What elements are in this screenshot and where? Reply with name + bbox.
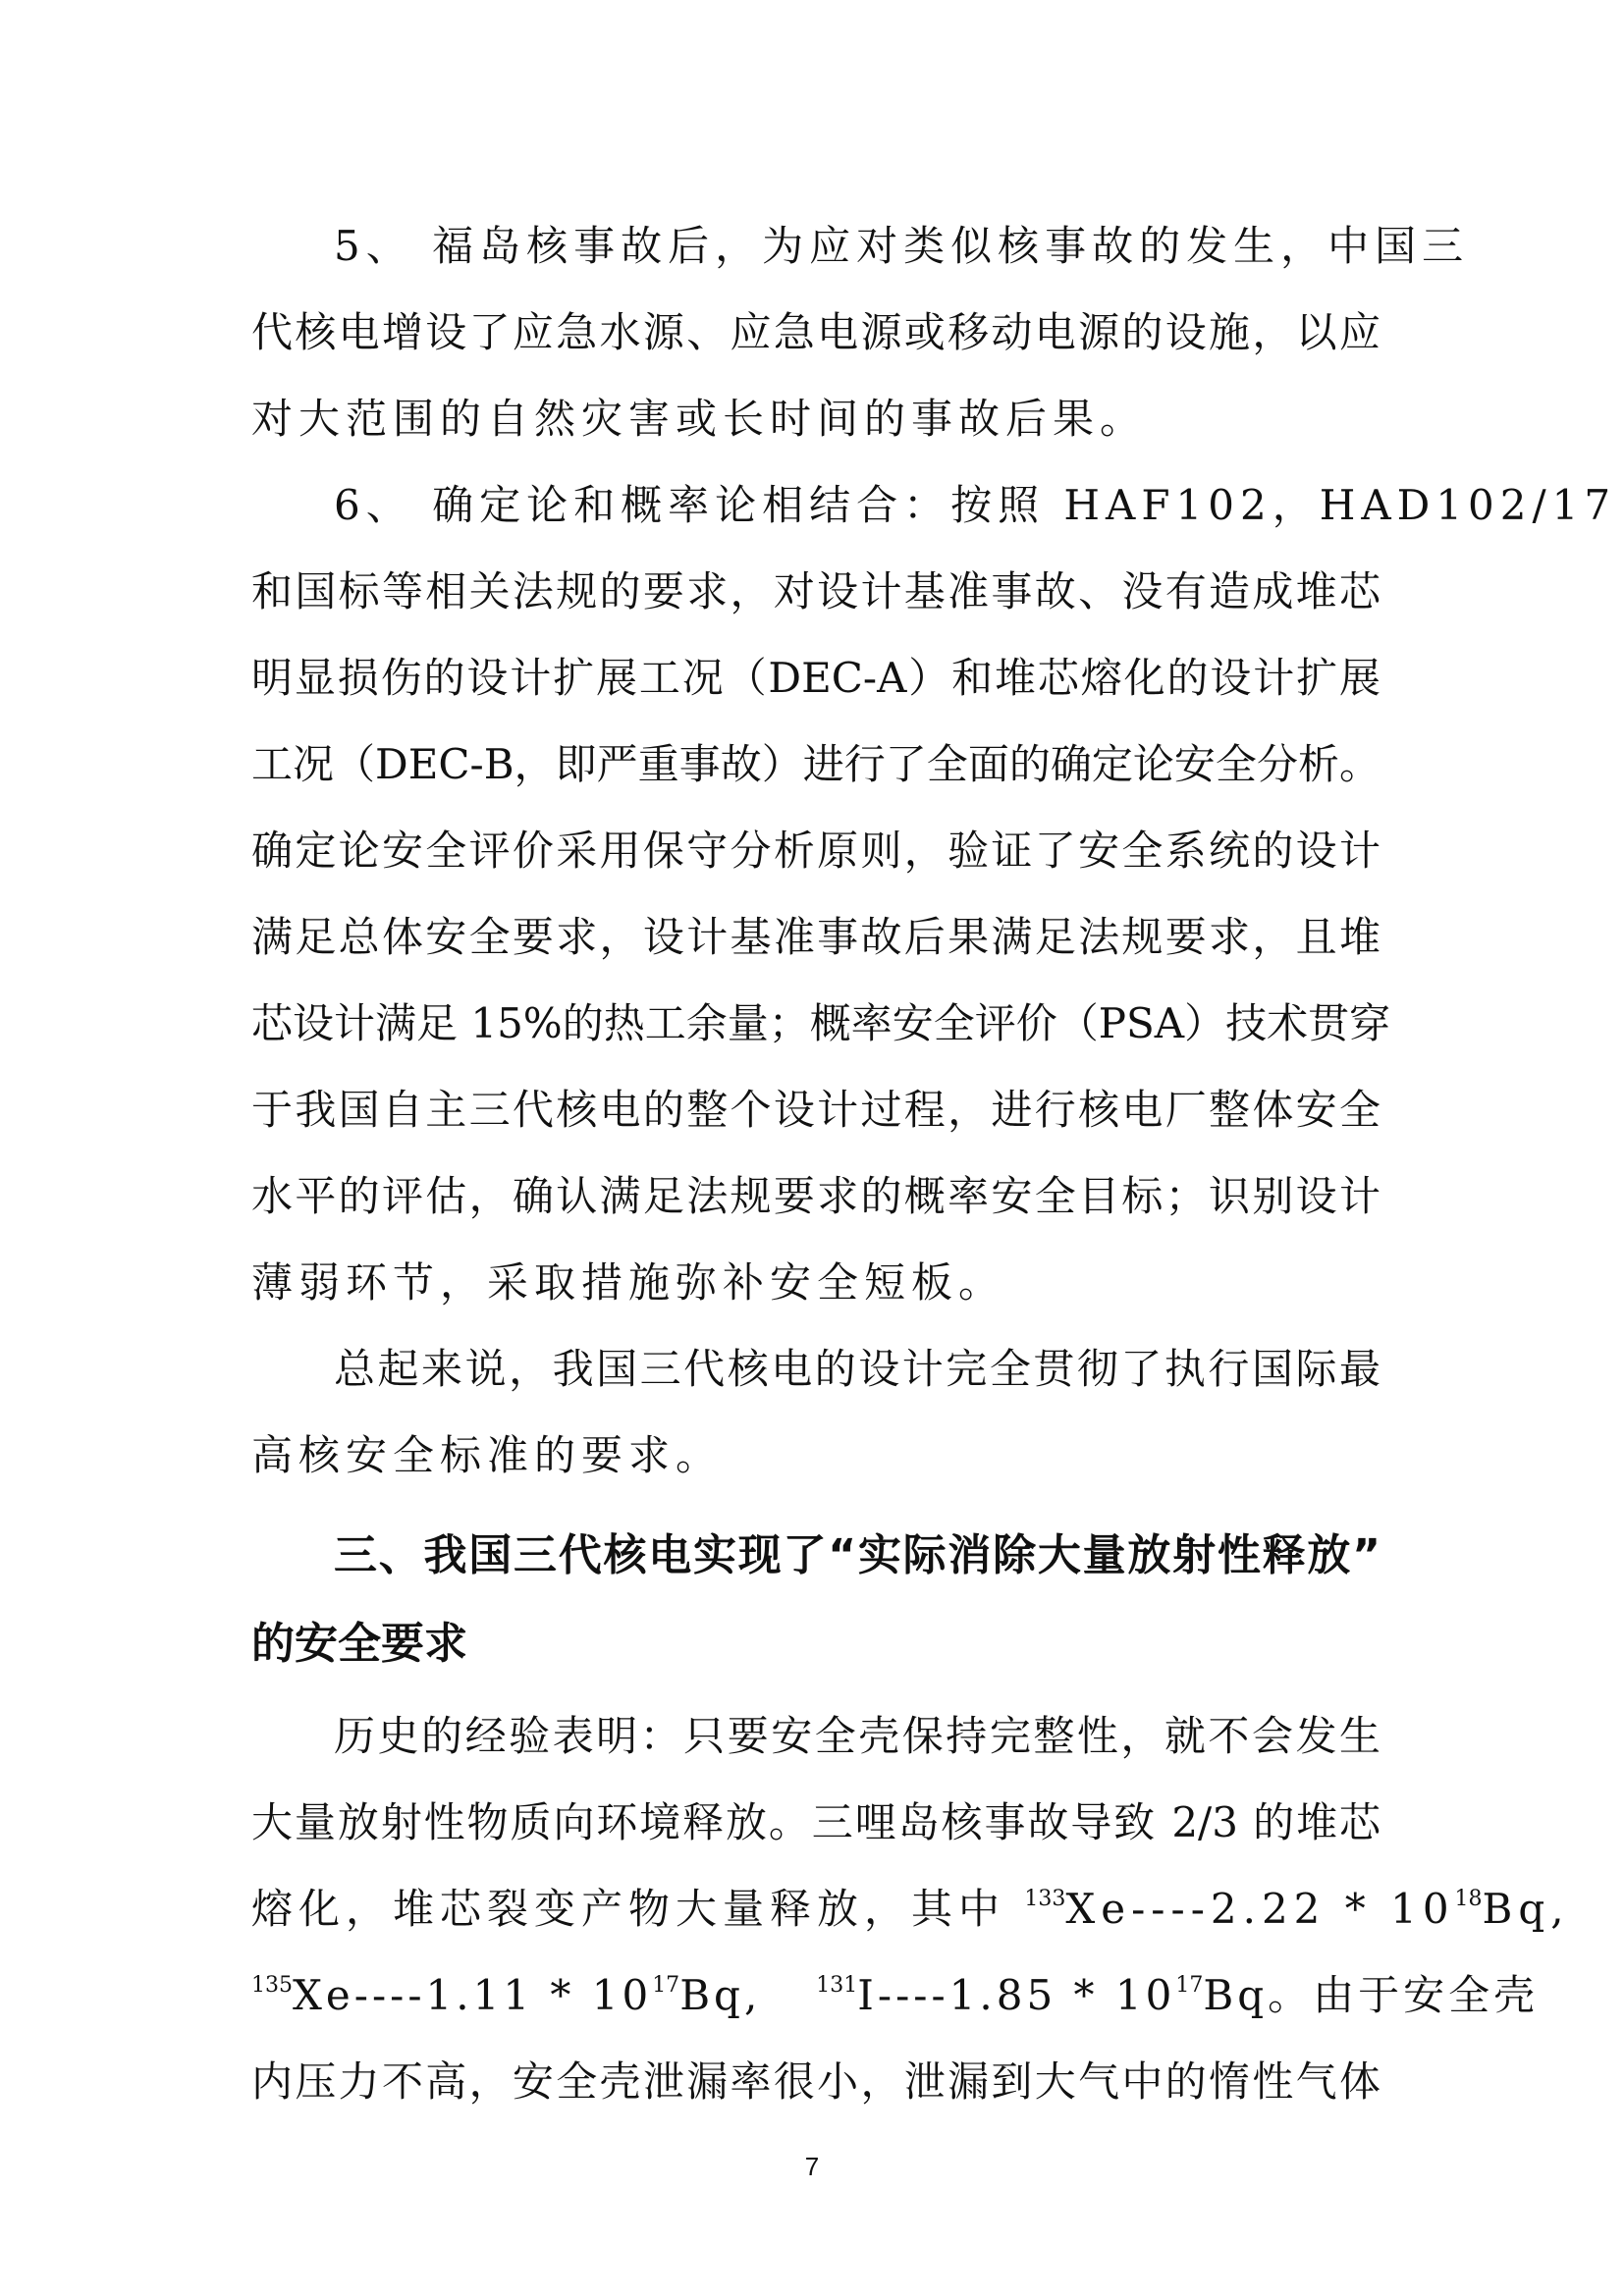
page-number: 7	[804, 2152, 820, 2181]
para6-line-10: 薄弱环节，采取措施弥补安全短板。	[251, 1258, 1006, 1307]
history-line-5: 内压力不高，安全壳泄漏率很小，泄漏到大气中的惰性气体	[251, 2057, 1380, 2106]
para6-line-3: 明显损伤的设计扩展工况（DEC-A）和堆芯熔化的设计扩展	[251, 654, 1380, 702]
xe133-unit: Bq,	[1482, 1885, 1570, 1933]
xe135-value: Xe----1.11 * 10	[293, 1971, 653, 2019]
section-heading-line-2: 的安全要求	[251, 1619, 467, 1669]
para6-line-2: 和国标等相关法规的要求，对设计基准事故、没有造成堆芯	[251, 567, 1380, 615]
history-line-2: 大量放射性物质向环境释放。三哩岛核事故导致 2/3 的堆芯	[251, 1798, 1380, 1846]
para5-line-1: 5、 福岛核事故后，为应对类似核事故的发生，中国三	[334, 222, 1470, 270]
xe135-unit: Bq,	[679, 1971, 762, 2019]
para6-line-1: 6、 确定论和概率论相结合：按照 HAF102，HAD102/17	[334, 481, 1617, 529]
para5-line-2: 代核电增设了应急水源、应急电源或移动电源的设施，以应	[251, 308, 1380, 356]
i131-exponent: 17	[1175, 1973, 1204, 1998]
i131-value: I----1.85 * 10	[857, 1971, 1176, 2019]
xe135-mass-number: 135	[251, 1973, 293, 1998]
xe133-exponent: 18	[1454, 1887, 1483, 1911]
para6-line-9: 水平的评估，确认满足法规要求的概率安全目标；识别设计	[251, 1172, 1380, 1220]
summary-line-2: 高核安全标准的要求。	[251, 1431, 724, 1479]
history-line-3-text: 熔化，堆芯裂变产物大量释放，其中	[251, 1885, 1025, 1933]
history-line-1: 历史的经验表明：只要安全壳保持完整性，就不会发生	[334, 1712, 1380, 1760]
xe133-value: Xe----2.22 * 10	[1065, 1885, 1455, 1933]
xe133-mass-number: 133	[1024, 1887, 1066, 1911]
para5-line-3: 对大范围的自然灾害或长时间的事故后果。	[251, 395, 1148, 443]
summary-line-1: 总起来说，我国三代核电的设计完全贯彻了执行国际最	[334, 1345, 1380, 1393]
i131-tail: Bq。由于安全壳	[1203, 1971, 1540, 2019]
para6-line-4: 工况（DEC-B，即严重事故）进行了全面的确定论安全分析。	[251, 740, 1380, 788]
section-heading-line-1: 三、我国三代核电实现了“实际消除大量放射性释放”	[334, 1530, 1380, 1580]
history-line-3	[251, 1877, 1570, 1942]
i131-mass-number: 131	[816, 1973, 858, 1998]
para6-line-6: 满足总体安全要求，设计基准事故后果满足法规要求，且堆	[251, 913, 1380, 961]
history-line-4	[251, 1963, 1540, 2028]
para6-line-8: 于我国自主三代核电的整个设计过程，进行核电厂整体安全	[251, 1086, 1380, 1134]
xe135-exponent: 17	[652, 1973, 680, 1998]
para6-line-5: 确定论安全评价采用保守分析原则，验证了安全系统的设计	[251, 827, 1380, 875]
para6-line-7: 芯设计满足 15%的热工余量；概率安全评价（PSA）技术贯穿	[251, 999, 1391, 1047]
